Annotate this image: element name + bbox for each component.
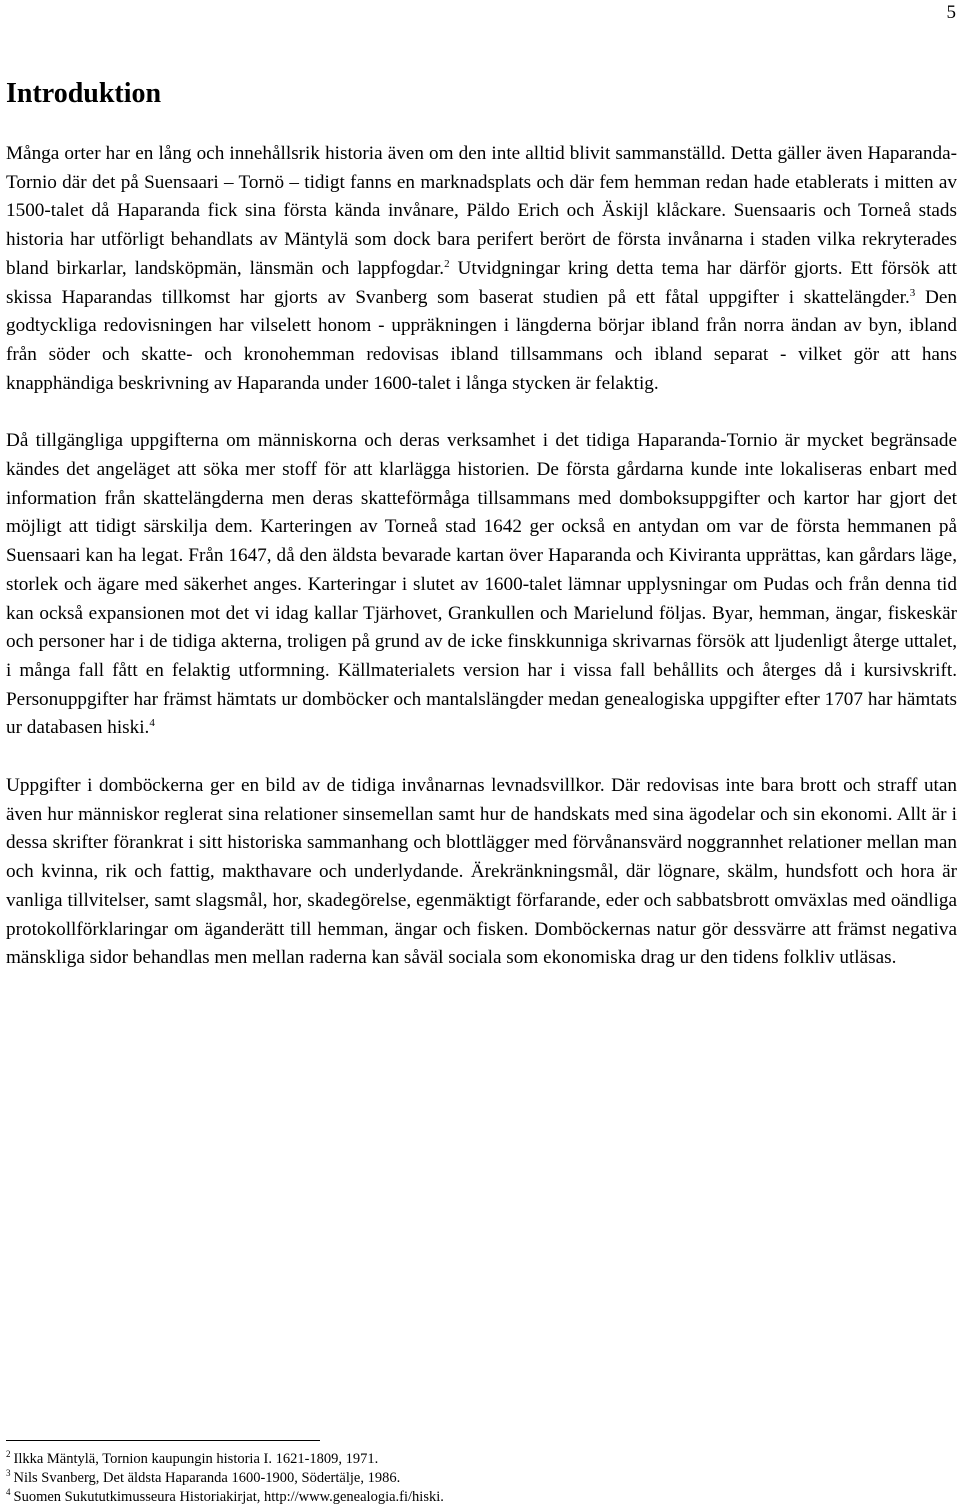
body-text (6, 140, 957, 1002)
footnote-ref-2: 2 (444, 257, 450, 270)
paragraph-2 (6, 427, 957, 743)
footnote-divider (6, 1440, 320, 1441)
footnote-4 (6, 1488, 906, 1507)
footnote-ref-3: 3 (909, 286, 916, 299)
paragraph-1 (6, 140, 957, 398)
footnote-2 (6, 1450, 906, 1469)
paragraph-1-text-a: Många orter har en lång och innehållsrik historia även om den inte alltid blivit sammanställd. Detta gäller även Haparanda-Tornio där det på Suensaari – Tornö – tidigt fanns en marknadsplats och där fem hemman redan hade etablerats i mitten av 1500-talet då Haparanda fick sina första kända invånare, Päldo Erich och Äskijl klåckare. Suensaaris och Torneå stads historia har utförligt behandlats av Mäntylä som dock bara perifert berört de första invånarna i staden vilka rekryterades bland birkarlar, landsköpmän, länsmän och lappfogdar. (6, 143, 957, 279)
footnotes (6, 1450, 906, 1507)
footnote-ref-4: 4 (149, 717, 155, 730)
paragraph-2-text: Då tillgängliga uppgifterna om människorna och deras verksamhet i det tidiga Haparanda-Tornio är mycket begränsade kändes det angeläget att söka mer stoff för att klarlägga historien. De första gårdarna kunde inte lokaliseras enbart med information från skattelängderna men deras skatteförmåga tillsammans med domboksuppgifter och kartor har gjort det möjligt att tidigt särskilja dem. Karteringen av Torneå stad 1642 ger också en antydan om var de första hemmanen på Suensaari kan ha legat. Från 1647, då den äldsta bevarade kartan över Haparanda och Kiviranta upprättas, kan gårdars läge, storlek och ägare med säkerhet anges. Karteringar i slutet av 1600-talet lämnar upplysningar om Pudas och från denna tid kan också expansionen mot det vi idag kallar Tjärhovet, Grankullen och Marielund följas. Byar, hemman, ängar, fiskeskär och personer har i de tidiga akterna, troligen på grund av de icke finskkunniga skrivarnas försök att ljudenligt återge uttalet, i många fall fått en felaktig utformning. Källmaterialets version har i vissa fall behållits och återges då i kursivskrift. Personuppgifter har främst hämtats ur domböcker och mantalslängder medan genealogiska uppgifter efter 1707 har hämtats ur databasen hiski. (6, 430, 957, 739)
footnote-number: 4 (6, 1487, 11, 1497)
footnote-text: Nils Svanberg, Det äldsta Haparanda 1600-1900, Södertälje, 1986. (13, 1470, 401, 1486)
footnote-text: Suomen Sukututkimusseura Historiakirjat, http://www.genealogia.fi/hiski. (13, 1489, 444, 1505)
footnote-number: 2 (6, 1449, 11, 1459)
paragraph-1-text-b: Utvidgningar kring detta tema har därför gjorts. Ett försök att skissa Haparandas tillkomst har gjorts av Svanberg som baserat studien på ett fåtal uppgifter i skattelängder. (6, 257, 957, 308)
footnote-3 (6, 1469, 906, 1488)
footnote-text: Ilkka Mäntylä, Tornion kaupungin historia I. 1621-1809, 1971. (13, 1451, 379, 1467)
footnote-number: 3 (6, 1468, 11, 1478)
page-title: Introduktion (6, 78, 162, 109)
page-number: 5 (946, 2, 956, 23)
paragraph-3: Uppgifter i domböckerna ger en bild av de tidiga invånarnas levnadsvillkor. Där redovisas inte bara brott och straff utan även hur människor reglerat sina relationer sinsemellan samt hur de handskats med sina ägodelar och sin ekonomi. Allt är i dessa skrifter förankrat i sitt historiska sammanhang och blottlägger med förvånansvärd noggrannhet relationer mellan man och kvinna, rik och fattig, makthavare och underlydande. Ärekränkningsmål, där lögnare, skälm, hundsfott och hora är vanliga tillvitelser, samt slagsmål, hor, skadegörelse, egenmäktigt förfarande, eder och sabbatsbrott omväxlas med oändliga protokollförklaringar om äganderätt till hemman, ängar och fisken. Domböckernas natur gör dessvärre att främst negativa mänskliga sidor behandlas men mellan raderna kan såväl sociala som ekonomiska drag ur den tidens folkliv utläsas. (6, 775, 957, 969)
paragraph-1-text-c: Den godtyckliga redovisningen har vilselett honom - uppräkningen i längderna börjar ibland från norra ändan av byn, ibland från söder och skatte- och kronohemman redovisas ibland tillsammans och ibland separat - vilket gör att hans knapphändiga beskrivning av Haparanda under 1600-talet i långa stycken är felaktig. (6, 286, 957, 394)
